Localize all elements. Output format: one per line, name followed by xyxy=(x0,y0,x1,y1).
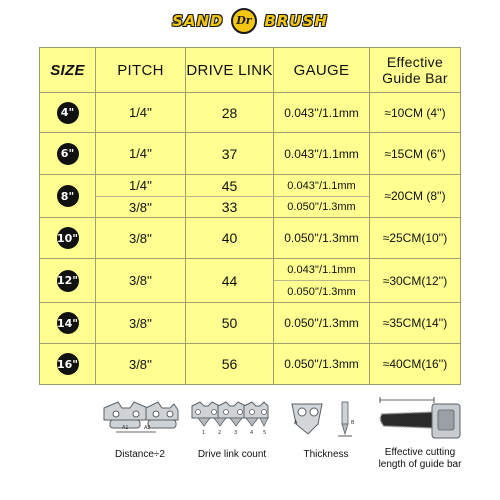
pitch-cell: 3/8'' xyxy=(128,273,153,288)
size-badge: 16" xyxy=(57,353,79,375)
link-mark-3: 3 xyxy=(234,430,238,436)
link-mark-4: 4 xyxy=(250,430,254,436)
mark-a1: A1 xyxy=(122,425,129,431)
drive-link-cell: 50 xyxy=(221,315,238,331)
gauge-cell: 0.050''/1.3mm xyxy=(284,357,359,371)
size-badge: 8" xyxy=(57,185,79,207)
header-guide-bar-line2: Guide Bar xyxy=(382,70,448,86)
pitch-cell: 1/4'' xyxy=(128,146,153,161)
gauge-cell: 0.043''/1.1mm xyxy=(287,179,356,192)
logo-badge: Dr xyxy=(231,8,257,34)
mark-a2: A2 xyxy=(144,425,151,431)
gauge-cell: 0.050''/1.3mm xyxy=(284,231,359,245)
drive-link-cell: 33 xyxy=(221,199,238,215)
mark-b: B xyxy=(351,420,355,426)
size-cell xyxy=(40,133,95,174)
pitch-cell: 3/8'' xyxy=(128,230,153,246)
drive-link-cell: 45 xyxy=(221,177,238,194)
size-badge: 14" xyxy=(57,312,79,334)
pitch-cell: 3/8'' xyxy=(128,199,153,215)
caption-distance: Distance÷2 xyxy=(115,449,165,460)
gauge-cell: 0.050''/1.3mm xyxy=(284,316,359,330)
caption-drive-link: Drive link count xyxy=(197,449,267,460)
drive-link-cell: 56 xyxy=(221,356,238,372)
caption-guide-bar-line2: length of guide bar xyxy=(378,459,462,470)
size-badge: 10" xyxy=(57,227,79,249)
link-mark-2: 2 xyxy=(218,430,222,436)
size-cell xyxy=(40,93,95,132)
gauge-cell: 0.043''/1.1mm xyxy=(284,105,359,120)
size-cell xyxy=(40,218,95,258)
thickness-diagram xyxy=(286,394,366,442)
size-cell xyxy=(40,175,95,217)
guide-bar-cell: ≈40CM(16'') xyxy=(382,357,448,371)
size-cell xyxy=(40,259,95,302)
logo-word-brush: BRUSH xyxy=(264,12,328,30)
size-cell xyxy=(40,303,95,343)
guide-bar-cell: ≈30CM(12'') xyxy=(382,273,448,288)
guide-bar-cell: ≈20CM (8'') xyxy=(384,189,446,203)
header-drive-link: DRIVE LINK xyxy=(186,61,273,79)
drive-link-cell: 37 xyxy=(221,145,238,162)
link-mark-1: 1 xyxy=(202,430,206,436)
header-gauge: GAUGE xyxy=(293,61,350,79)
gauge-cell: 0.043''/1.1mm xyxy=(287,263,356,276)
drive-link-cell: 28 xyxy=(221,104,238,121)
header-guide-bar-line1: Effective xyxy=(386,54,444,70)
gauge-cell: 0.050''/1.3mm xyxy=(287,285,356,298)
drive-link-cell: 40 xyxy=(221,230,238,246)
logo-word-sand: SAND xyxy=(172,12,224,30)
drive-link-diagram xyxy=(190,394,270,442)
size-cell xyxy=(40,344,95,384)
brand-logo xyxy=(0,8,500,42)
size-badge: 6" xyxy=(57,143,79,165)
gauge-cell: 0.050''/1.3mm xyxy=(287,201,356,213)
guide-bar-cell: ≈10CM (4'') xyxy=(384,105,446,120)
pitch-cell: 3/8'' xyxy=(128,315,153,331)
chain-size-table xyxy=(39,47,461,385)
chain-pitch-diagram xyxy=(100,394,180,442)
guide-bar-cell: ≈25CM(10'') xyxy=(382,231,448,245)
caption-thickness: Thickness xyxy=(303,449,349,460)
pitch-cell: 3/8'' xyxy=(128,356,153,372)
guide-bar-cell: ≈15CM (6'') xyxy=(384,146,446,161)
drive-link-cell: 44 xyxy=(221,272,238,289)
header-pitch: PITCH xyxy=(117,61,164,79)
caption-guide-bar-line1: Effective cutting xyxy=(384,447,456,458)
link-mark-5: 5 xyxy=(263,430,267,436)
header-effective-guide-bar xyxy=(370,48,460,92)
guide-bar-cell: ≈35CM(14'') xyxy=(382,316,448,330)
pitch-cell: 1/4'' xyxy=(128,178,153,193)
gauge-cell: 0.043''/1.1mm xyxy=(284,146,359,161)
size-badge: 4" xyxy=(57,102,79,124)
guide-bar-diagram xyxy=(376,394,466,444)
size-badge: 12" xyxy=(57,270,79,292)
caption-guide-bar xyxy=(368,447,472,471)
pitch-cell: 1/4'' xyxy=(128,105,153,120)
mark-a: A xyxy=(294,420,298,426)
header-size: SIZE xyxy=(50,61,85,79)
